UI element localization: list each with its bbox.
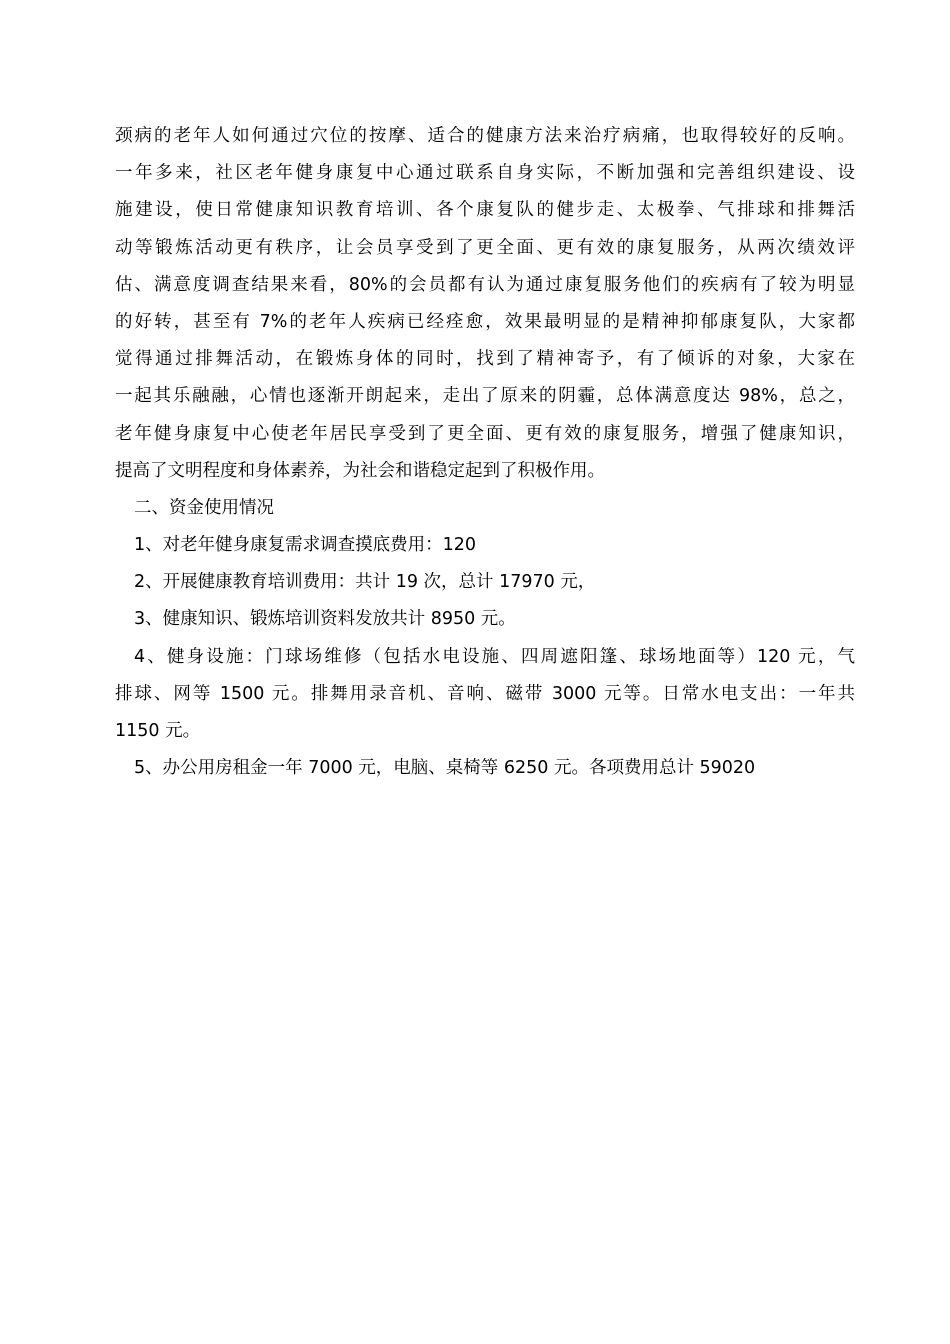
list-item-4-line: 4、健身设施：门球场维修（包括水电设施、四周遮阳篷、球场地面等）120 元，气 <box>134 646 855 667</box>
list-item-4-line: 1150 元。 <box>115 721 201 741</box>
paragraph-line: 施建设，使日常健康知识教育培训、各个康复队的健步走、太极拳、气排球和排舞活 <box>115 200 855 221</box>
list-item-2: 2、开展健康教育培训费用：共计 19 次，总计 17970 元， <box>134 572 596 593</box>
list-item-5: 5、办公用房租金一年 7000 元，电脑、桌椅等 6250 元。各项费用总计 59020 <box>134 758 756 779</box>
list-item-4 <box>115 639 855 751</box>
summary-paragraph <box>115 118 855 490</box>
list-item-3: 3、健康知识、锻炼培训资料发放共计 8950 元。 <box>134 609 516 630</box>
list-item-1: 1、对老年健身康复需求调查摸底费用：120 <box>134 535 477 556</box>
paragraph-line: 觉得通过排舞活动，在锻炼身体的同时，找到了精神寄予，有了倾诉的对象，大家在 <box>115 349 855 370</box>
paragraph-line: 提高了文明程度和身体素养，为社会和谐稳定起到了积极作用。 <box>115 460 605 481</box>
paragraph-line: 的好转，甚至有 7%的老年人疾病已经痊愈，效果最明显的是精神抑郁康复队，大家都 <box>115 311 855 332</box>
paragraph-line: 动等锻炼活动更有秩序，让会员享受到了更全面、更有效的康复服务，从两次绩效评 <box>115 237 855 258</box>
list-item-4-line: 排球、网等 1500 元。排舞用录音机、音响、磁带 3000 元等。日常水电支出：一年共 <box>115 683 855 704</box>
paragraph-line: 估、满意度调查结果来看，80%的会员都有认为通过康复服务他们的疾病有了较为明显 <box>115 274 855 295</box>
paragraph-line: 一年多来，社区老年健身康复中心通过联系自身实际，不断加强和完善组织建设、设 <box>115 163 855 184</box>
paragraph-line: 一起其乐融融，心情也逐渐开朗起来，走出了原来的阴霾，总体满意度达 98%，总之， <box>115 386 855 407</box>
paragraph-line: 颈病的老年人如何通过穴位的按摩、适合的健康方法来治疗病痛，也取得较好的反响。 <box>115 126 855 146</box>
document-body <box>115 118 855 787</box>
section-heading: 二、资金使用情况 <box>134 497 274 518</box>
paragraph-line: 老年健身康复中心使老年居民享受到了更全面、更有效的康复服务，增强了健康知识， <box>115 423 855 444</box>
